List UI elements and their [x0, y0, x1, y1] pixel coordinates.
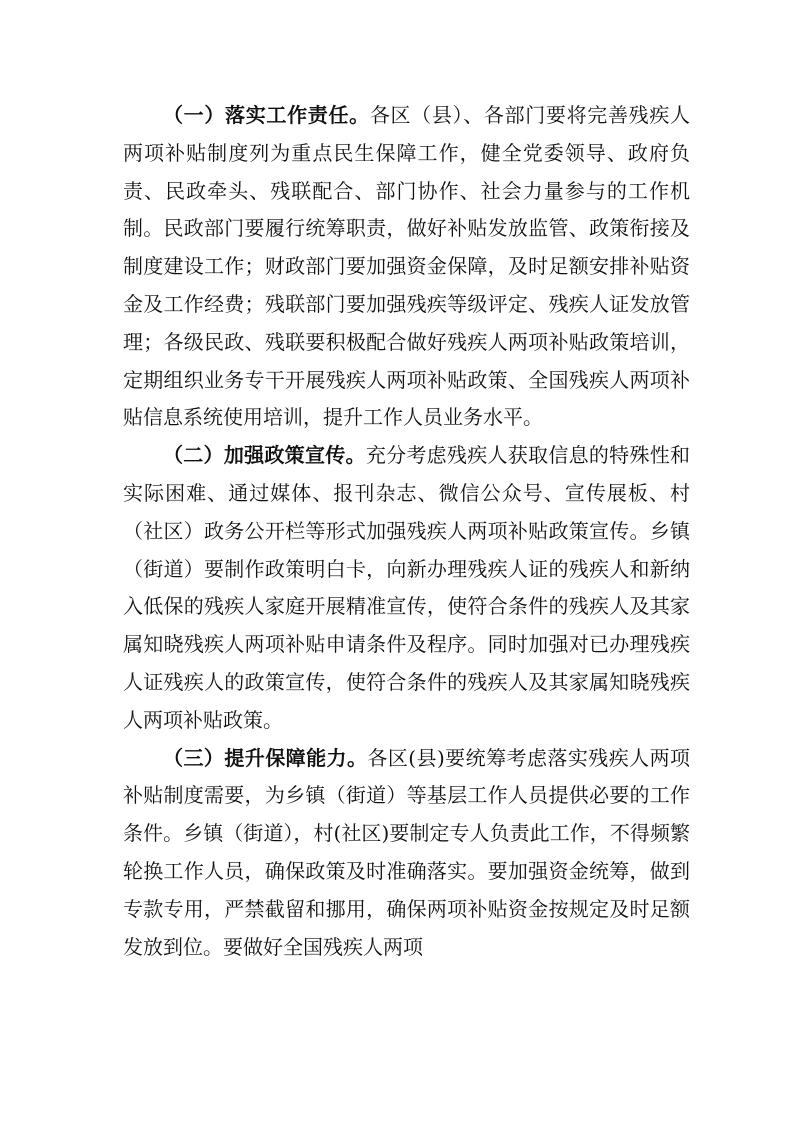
- paragraph-implement-responsibility: [123, 97, 690, 437]
- section-heading: （三）提升保障能力。: [163, 745, 368, 770]
- paragraph-policy-publicity: [123, 437, 690, 739]
- paragraph-text: 各区（县）、各部门要将完善残疾人两项补贴制度列为重点民生保障工作，健全党委领导、政府负责、民政牵头、残联配合、部门协作、社会力量参与的工作机制。民政部门要履行统筹职责，做好补贴发放监管、政策衔接及制度建设工作；财政部门要加强资金保障，及时足额安排补贴资金及工作经费；残联部门要加强残疾等级评定、残疾人证发放管理；各级民政、残联要积极配合做好残疾人两项补贴政策培训，定期组织业务专干开展残疾人两项补贴政策、全国残疾人两项补贴信息系统使用培训，提升工作人员业务水平。: [123, 103, 691, 430]
- paragraph-guarantee-capacity: [123, 740, 690, 967]
- section-heading: （二）加强政策宣传。: [163, 443, 366, 468]
- section-heading: （一）落实工作责任。: [163, 103, 370, 127]
- paragraph-text: 充分考虑残疾人获取信息的特殊性和实际困难、通过媒体、报刊杂志、微信公众号、宣传展板、村（社区）政务公开栏等形式加强残疾人两项补贴政策宣传。乡镇（街道）要制作政策明白卡，向新办理残疾人证的残疾人和新纳入低保的残疾人家庭开展精准宣传，使符合条件的残疾人及其家属知晓残疾人两项补贴申请条件及程序。同时加强对已办理残疾人证残疾人的政策宣传，使符合条件的残疾人及其家属知晓残疾人两项补贴政策。: [123, 443, 691, 732]
- document-body: [123, 97, 690, 966]
- paragraph-text: 各区(县)要统筹考虑落实残疾人两项补贴制度需要，为乡镇（街道）等基层工作人员提供必要的工作条件。乡镇（街道），村(社区)要制定专人负责此工作，不得频繁轮换工作人员，确保政策及时准确落实。要加强资金统筹，做到专款专用，严禁截留和挪用，确保两项补贴资金按规定及时足额发放到位。要做好全国残疾人两项: [123, 745, 691, 959]
